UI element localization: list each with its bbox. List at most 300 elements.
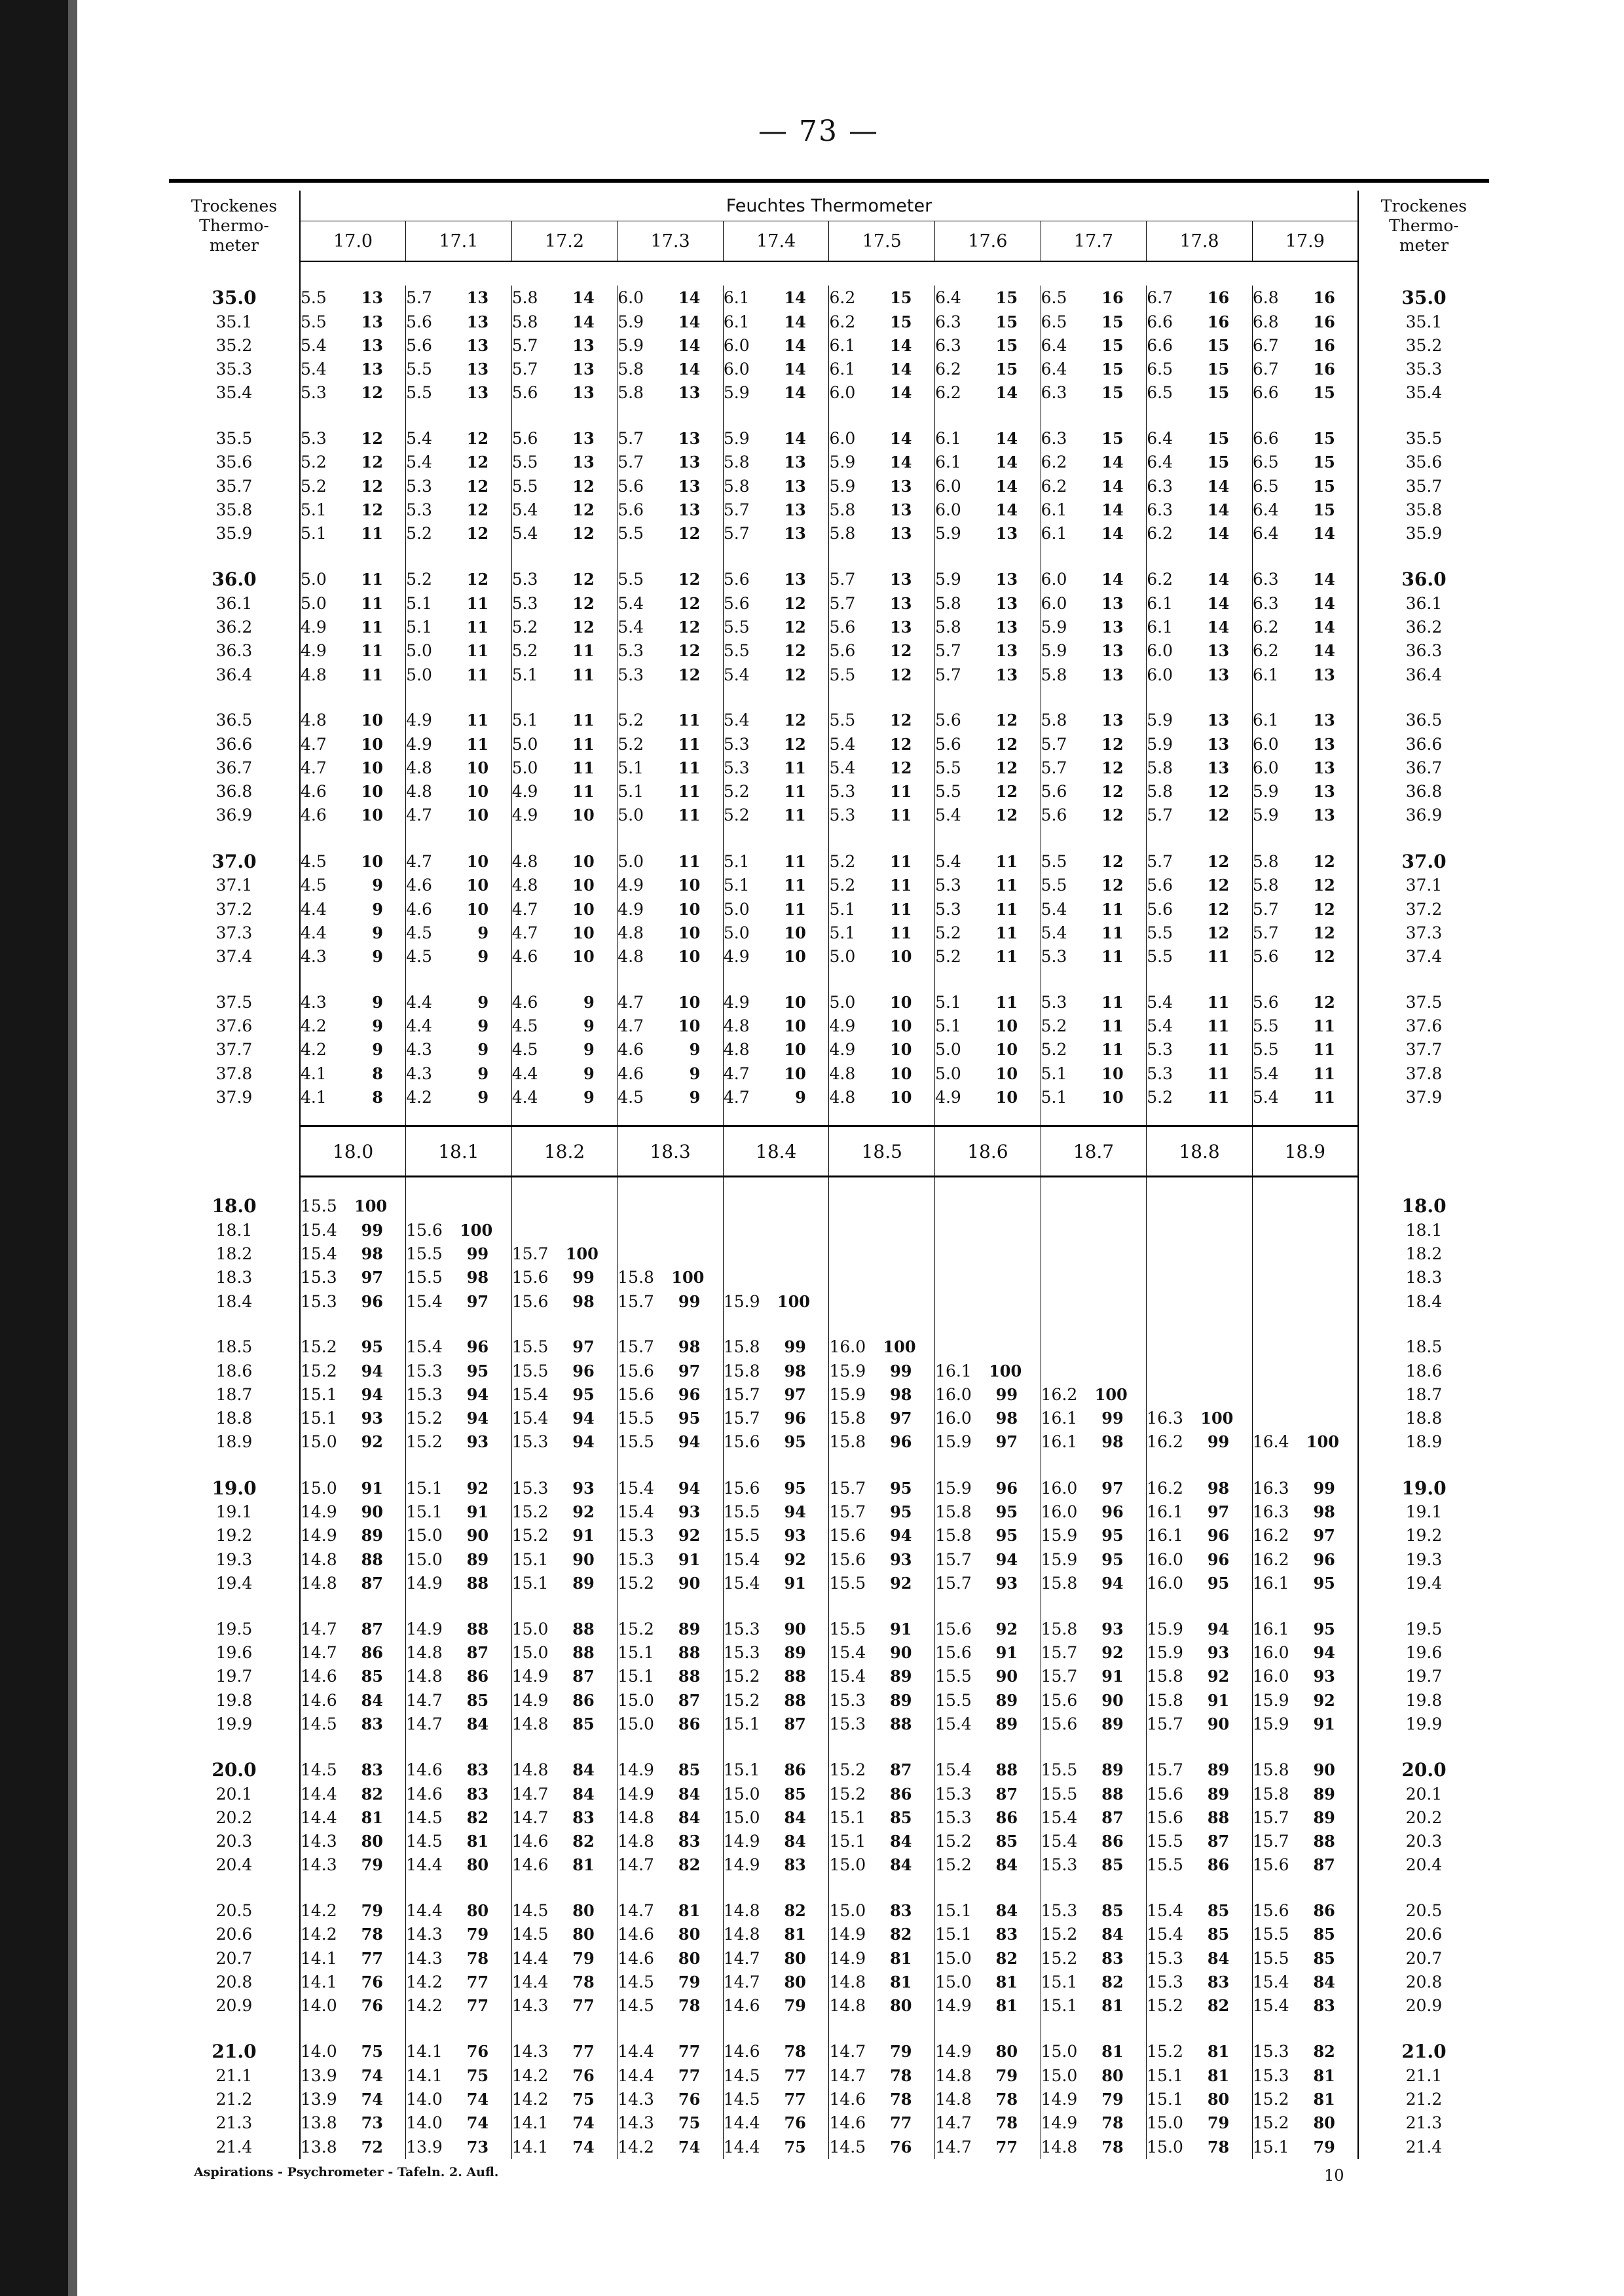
relative-humidity-value: 9 — [689, 1040, 701, 1060]
spacer-cell — [1041, 969, 1147, 991]
relative-humidity-value: 88 — [1313, 1832, 1335, 1851]
table-cell — [1147, 1218, 1253, 1242]
relative-humidity-value: 11 — [890, 851, 912, 871]
relative-humidity-value: 90 — [890, 1643, 912, 1663]
spacer-cell — [1041, 1877, 1147, 1899]
relative-humidity-value: 13 — [572, 360, 595, 379]
table-cell — [406, 616, 512, 639]
vapor-pressure-value: 5.0 — [406, 665, 432, 684]
vapor-pressure-value: 15.5 — [1252, 1948, 1289, 1968]
vapor-pressure-value: 14.7 — [723, 1972, 760, 1991]
table-cell — [406, 756, 512, 779]
vapor-pressure-value: 15.3 — [618, 1526, 654, 1546]
dry-temp-label-right: 37.2 — [1358, 897, 1489, 921]
table-cell — [300, 874, 406, 897]
vapor-pressure-value: 5.2 — [301, 476, 327, 496]
table-cell — [1147, 1038, 1253, 1062]
relative-humidity-value: 93 — [1207, 1643, 1230, 1663]
dry-temp-label-right: 18.6 — [1358, 1359, 1489, 1382]
relative-humidity-value: 88 — [1207, 1807, 1230, 1827]
table-cell — [1041, 522, 1147, 546]
table-cell — [1147, 1758, 1253, 1782]
table-cell — [1147, 732, 1253, 756]
relative-humidity-value: 97 — [466, 1291, 489, 1311]
table-cell — [1147, 639, 1253, 663]
table-cell — [935, 1571, 1041, 1595]
relative-humidity-value: 87 — [361, 1619, 383, 1639]
dry-temp-label-left: 35.4 — [169, 381, 300, 405]
table-cell — [618, 1242, 724, 1265]
table-cell — [511, 990, 618, 1014]
table-row — [169, 1407, 1489, 1430]
relative-humidity-value: 11 — [784, 782, 806, 802]
vapor-pressure-value: 14.7 — [935, 2138, 972, 2157]
table-cell — [406, 451, 512, 474]
vapor-pressure-value: 15.2 — [406, 1432, 443, 1452]
vapor-pressure-value: 5.8 — [511, 287, 538, 307]
table-row — [169, 522, 1489, 546]
table-cell — [618, 1993, 724, 2017]
vapor-pressure-value: 14.2 — [618, 2138, 654, 2157]
relative-humidity-value: 98 — [995, 1409, 1018, 1428]
relative-humidity-value: 98 — [361, 1244, 383, 1264]
relative-humidity-value: 89 — [995, 1714, 1018, 1733]
table-cell — [829, 663, 935, 686]
relative-humidity-value: 10 — [678, 992, 701, 1012]
table-cell — [300, 1970, 406, 1993]
vapor-pressure-value: 4.6 — [301, 805, 327, 825]
table-cell — [406, 310, 512, 333]
relative-humidity-value: 92 — [361, 1432, 383, 1452]
vapor-pressure-value: 6.5 — [1041, 312, 1067, 331]
spacer-cell — [723, 1109, 829, 1126]
table-cell — [1147, 1829, 1253, 1853]
vapor-pressure-value: 15.6 — [1041, 1690, 1078, 1710]
relative-humidity-value: 81 — [1101, 1996, 1124, 2016]
relative-humidity-value: 9 — [372, 1040, 383, 1060]
spacer-cell — [169, 827, 300, 849]
vapor-pressure-value: 5.1 — [511, 665, 538, 684]
spacer-cell — [935, 686, 1041, 709]
relative-humidity-value: 9 — [583, 1064, 595, 1083]
table-cell — [1252, 1289, 1358, 1313]
relative-humidity-value: 85 — [1101, 1855, 1124, 1875]
relative-humidity-value: 80 — [678, 1948, 701, 1968]
vapor-pressure-value: 14.4 — [301, 1807, 337, 1827]
vapor-pressure-value: 5.4 — [723, 665, 750, 684]
vapor-pressure-value: 5.0 — [301, 593, 327, 613]
vapor-pressure-value: 4.8 — [511, 876, 538, 895]
relative-humidity-value: 14 — [1101, 500, 1124, 519]
dry-temp-label-left: 37.1 — [169, 874, 300, 897]
relative-humidity-value: 13 — [678, 429, 701, 449]
relative-humidity-value: 12 — [995, 734, 1018, 754]
vapor-pressure-value: 15.4 — [1252, 1972, 1289, 1991]
vapor-pressure-value: 16.0 — [1147, 1549, 1183, 1569]
dry-temp-label-left: 20.5 — [169, 1898, 300, 1922]
relative-humidity-value: 95 — [361, 1337, 383, 1357]
table-cell — [1252, 591, 1358, 615]
spacer-cell — [1041, 1313, 1147, 1335]
spacer-cell — [1252, 1313, 1358, 1335]
relative-humidity-value: 90 — [995, 1667, 1018, 1686]
vapor-pressure-value: 14.9 — [301, 1526, 337, 1546]
vapor-pressure-value: 5.3 — [301, 383, 327, 403]
relative-humidity-value: 11 — [995, 947, 1018, 966]
table-cell — [723, 897, 829, 921]
relative-humidity-value: 94 — [572, 1432, 595, 1452]
spacer-cell — [618, 546, 724, 568]
relative-humidity-value: 12 — [784, 618, 806, 637]
relative-humidity-value: 11 — [890, 876, 912, 895]
relative-humidity-value: 98 — [678, 1337, 701, 1357]
table-cell — [829, 1500, 935, 1524]
vapor-pressure-value: 14.7 — [511, 1784, 549, 1804]
relative-humidity-value: 89 — [678, 1619, 701, 1639]
table-cell — [723, 1665, 829, 1688]
vapor-pressure-value: 4.4 — [511, 1087, 538, 1107]
table-cell — [935, 1946, 1041, 1970]
vapor-pressure-value: 14.1 — [406, 2042, 443, 2062]
table-cell — [1041, 2088, 1147, 2111]
relative-humidity-value: 93 — [995, 1573, 1018, 1593]
table-cell — [1252, 2088, 1358, 2111]
vapor-pressure-value: 5.4 — [935, 805, 961, 825]
dry-temp-label-right: 18.5 — [1358, 1335, 1489, 1359]
spacer-cell — [618, 969, 724, 991]
table-cell — [300, 616, 406, 639]
relative-humidity-value: 14 — [890, 429, 912, 449]
relative-humidity-value: 88 — [678, 1643, 701, 1663]
spacer-cell — [1358, 1109, 1489, 1126]
table-cell — [618, 1617, 724, 1640]
relative-humidity-value: 11 — [1101, 1016, 1124, 1036]
table-cell — [406, 1758, 512, 1782]
table-row — [169, 1266, 1489, 1289]
relative-humidity-value: 91 — [784, 1573, 806, 1593]
vapor-pressure-value: 6.1 — [723, 287, 750, 307]
relative-humidity-value: 12 — [1101, 758, 1124, 777]
table-cell — [1252, 1665, 1358, 1688]
table-cell — [935, 1359, 1041, 1382]
relative-humidity-value: 13 — [1101, 593, 1124, 613]
relative-humidity-value: 15 — [1101, 360, 1124, 379]
table-cell — [935, 427, 1041, 451]
relative-humidity-value: 96 — [466, 1337, 489, 1357]
vapor-pressure-value: 15.0 — [829, 1901, 866, 1921]
relative-humidity-value: 14 — [784, 287, 806, 307]
table-cell — [300, 591, 406, 615]
vapor-pressure-value: 14.5 — [406, 1832, 443, 1851]
table-cell — [829, 1085, 935, 1109]
vapor-pressure-value: 14.6 — [829, 2113, 866, 2133]
table-cell — [511, 874, 618, 897]
relative-humidity-value: 12 — [361, 383, 383, 403]
relative-humidity-value: 10 — [361, 805, 383, 825]
relative-humidity-value: 12 — [1101, 805, 1124, 825]
vapor-pressure-value: 6.0 — [1041, 593, 1067, 613]
dry-temp-label-right: 37.4 — [1358, 944, 1489, 968]
vapor-pressure-value: 4.5 — [406, 947, 432, 966]
vapor-pressure-value: 14.9 — [1041, 2113, 1078, 2133]
spacer-cell — [1358, 546, 1489, 568]
table-cell — [829, 1430, 935, 1454]
table-cell — [723, 1218, 829, 1242]
table-cell — [829, 1688, 935, 1712]
relative-humidity-value: 89 — [784, 1643, 806, 1663]
table-cell — [511, 2088, 618, 2111]
vapor-pressure-value: 5.9 — [829, 476, 856, 496]
table-cell — [511, 1571, 618, 1595]
relative-humidity-value: 98 — [784, 1361, 806, 1380]
column-header: 17.4 — [723, 221, 829, 262]
table-cell — [406, 732, 512, 756]
dry-temp-label-left: 21.0 — [169, 2039, 300, 2064]
vapor-pressure-value: 15.1 — [618, 1643, 654, 1663]
vapor-pressure-value: 5.1 — [301, 524, 327, 544]
relative-humidity-value: 98 — [1207, 1478, 1230, 1498]
table-cell — [723, 1062, 829, 1085]
table-cell — [935, 333, 1041, 357]
vapor-pressure-value: 14.3 — [618, 2090, 654, 2109]
table-cell — [723, 1898, 829, 1922]
relative-humidity-value: 13 — [1207, 711, 1230, 730]
vapor-pressure-value: 5.3 — [723, 758, 750, 777]
relative-humidity-value: 86 — [678, 1714, 701, 1733]
table-cell — [406, 1242, 512, 1265]
table-cell — [618, 944, 724, 968]
vapor-pressure-value: 16.0 — [1252, 1643, 1289, 1663]
spacer-cell — [1041, 827, 1147, 849]
table-cell — [829, 1853, 935, 1877]
table-cell — [829, 639, 935, 663]
table-cell — [1147, 1335, 1253, 1359]
vapor-pressure-value: 5.5 — [829, 665, 856, 684]
vapor-pressure-value: 4.7 — [406, 851, 432, 871]
vapor-pressure-value: 13.8 — [301, 2138, 337, 2157]
spacer-cell — [1147, 1109, 1253, 1126]
relative-humidity-value: 96 — [1207, 1526, 1230, 1546]
table-cell — [300, 567, 406, 591]
spacer-cell — [511, 686, 618, 709]
table-cell — [511, 522, 618, 546]
table-cell — [1041, 1266, 1147, 1289]
vapor-pressure-value: 15.5 — [618, 1409, 654, 1428]
spacer-cell — [406, 2018, 512, 2040]
table-cell — [511, 897, 618, 921]
relative-humidity-value: 84 — [361, 1690, 383, 1710]
dry-temp-label-left: 19.5 — [169, 1617, 300, 1640]
table-cell — [511, 2039, 618, 2064]
relative-humidity-value: 15 — [995, 312, 1018, 331]
dry-temp-label-right: 37.1 — [1358, 874, 1489, 897]
relative-humidity-value: 82 — [995, 1948, 1018, 1968]
relative-humidity-value: 14 — [1101, 570, 1124, 589]
vapor-pressure-value: 5.7 — [511, 335, 538, 355]
spacer-cell — [1041, 1177, 1147, 1194]
relative-humidity-value: 83 — [1101, 1948, 1124, 1968]
table-cell — [829, 1946, 935, 1970]
vapor-pressure-value: 14.1 — [406, 2065, 443, 2085]
table-cell — [1252, 1335, 1358, 1359]
vapor-pressure-value: 14.6 — [618, 1948, 654, 1968]
vapor-pressure-value: 5.5 — [406, 383, 432, 403]
vapor-pressure-value: 16.2 — [1252, 1549, 1289, 1569]
vapor-pressure-value: 15.9 — [1252, 1690, 1289, 1710]
dry-temp-label-right: 35.8 — [1358, 498, 1489, 521]
relative-humidity-value: 94 — [572, 1409, 595, 1428]
relative-humidity-value: 92 — [1313, 1690, 1335, 1710]
table-row — [169, 310, 1489, 333]
relative-humidity-value: 87 — [361, 1573, 383, 1593]
vapor-pressure-value: 15.3 — [1041, 1855, 1078, 1875]
vapor-pressure-value: 15.6 — [1252, 1855, 1289, 1875]
relative-humidity-value: 12 — [1207, 876, 1230, 895]
vapor-pressure-value: 14.0 — [406, 2113, 443, 2133]
vapor-pressure-value: 16.0 — [829, 1337, 866, 1357]
table-cell — [723, 1571, 829, 1595]
table-row — [169, 1923, 1489, 1946]
relative-humidity-value: 77 — [678, 2065, 701, 2085]
relative-humidity-value: 73 — [361, 2113, 383, 2133]
relative-humidity-value: 99 — [1101, 1409, 1124, 1428]
vapor-pressure-value: 14.0 — [301, 1996, 337, 2016]
table-cell — [1041, 1382, 1147, 1406]
vapor-pressure-value: 15.9 — [1041, 1549, 1078, 1569]
table-cell — [618, 804, 724, 827]
vapor-pressure-value: 15.3 — [1147, 1972, 1183, 1991]
vapor-pressure-value: 6.5 — [1147, 360, 1173, 379]
dry-temp-label-left: 35.3 — [169, 357, 300, 380]
relative-humidity-value: 78 — [1101, 2138, 1124, 2157]
vapor-pressure-value: 15.0 — [935, 1972, 972, 1991]
table-cell — [511, 1289, 618, 1313]
vapor-pressure-value: 4.9 — [406, 711, 432, 730]
table-cell — [618, 1289, 724, 1313]
relative-humidity-value: 86 — [995, 1807, 1018, 1827]
vapor-pressure-value: 5.6 — [511, 383, 538, 403]
vapor-pressure-value: 15.5 — [511, 1361, 549, 1380]
table-cell — [1041, 1571, 1147, 1595]
column-header: 18.4 — [723, 1126, 829, 1177]
vapor-pressure-value: 5.9 — [723, 429, 750, 449]
table-cell — [406, 1712, 512, 1735]
relative-humidity-value: 13 — [466, 312, 489, 331]
relative-humidity-value: 13 — [784, 476, 806, 496]
table-cell — [1252, 567, 1358, 591]
spacer-cell — [169, 546, 300, 568]
table-cell — [1252, 1805, 1358, 1829]
vapor-pressure-value: 15.8 — [935, 1502, 972, 1522]
relative-humidity-value: 9 — [477, 1040, 489, 1060]
relative-humidity-value: 15 — [1207, 453, 1230, 472]
spacer-cell — [618, 827, 724, 849]
table-row — [169, 921, 1489, 944]
relative-humidity-value: 83 — [361, 1760, 383, 1779]
relative-humidity-value: 11 — [466, 665, 489, 684]
relative-humidity-value: 11 — [995, 923, 1018, 942]
relative-humidity-value: 12 — [995, 758, 1018, 777]
relative-humidity-value: 94 — [890, 1526, 912, 1546]
table-cell — [723, 1407, 829, 1430]
table-cell — [723, 333, 829, 357]
table-cell — [935, 921, 1041, 944]
table-cell — [511, 1335, 618, 1359]
vapor-pressure-value: 5.8 — [935, 593, 961, 613]
vapor-pressure-value: 14.5 — [829, 2138, 866, 2157]
table-cell — [300, 1665, 406, 1688]
table-cell — [829, 1547, 935, 1571]
table-cell — [406, 1946, 512, 1970]
vapor-pressure-value: 4.5 — [618, 1087, 644, 1107]
table-cell — [723, 1500, 829, 1524]
spacer-cell — [511, 546, 618, 568]
vapor-pressure-value: 15.7 — [618, 1337, 654, 1357]
table-cell — [406, 1640, 512, 1664]
dry-temp-label-right: 21.2 — [1358, 2088, 1489, 2111]
relative-humidity-value: 15 — [1313, 453, 1335, 472]
relative-humidity-value: 12 — [466, 429, 489, 449]
vapor-pressure-value: 16.2 — [1147, 1432, 1183, 1452]
table-cell — [935, 1829, 1041, 1853]
vapor-pressure-value: 4.5 — [301, 876, 327, 895]
relative-humidity-value: 83 — [466, 1784, 489, 1804]
relative-humidity-value: 11 — [361, 618, 383, 637]
spacer-cell — [1041, 1454, 1147, 1476]
relative-humidity-value: 100 — [1094, 1384, 1128, 1404]
vapor-pressure-value: 15.2 — [935, 1855, 972, 1875]
vapor-pressure-value: 6.0 — [1252, 734, 1279, 754]
relative-humidity-value: 92 — [890, 1573, 912, 1593]
vapor-pressure-value: 14.8 — [301, 1549, 337, 1569]
vapor-pressure-value: 5.2 — [1041, 1016, 1067, 1036]
table-cell — [1147, 1805, 1253, 1829]
table-cell — [406, 1359, 512, 1382]
relative-humidity-value: 9 — [477, 947, 489, 966]
vapor-pressure-value: 14.6 — [829, 2090, 866, 2109]
table-cell — [829, 1712, 935, 1735]
table-row — [169, 451, 1489, 474]
table-cell — [1041, 2111, 1147, 2135]
relative-humidity-value: 100 — [460, 1220, 493, 1240]
table-cell — [829, 874, 935, 897]
vapor-pressure-value: 6.7 — [1252, 335, 1279, 355]
vapor-pressure-value: 6.2 — [1041, 476, 1067, 496]
table-cell — [406, 286, 512, 310]
table-cell — [1147, 2088, 1253, 2111]
relative-humidity-value: 85 — [1207, 1925, 1230, 1944]
table-cell — [723, 2088, 829, 2111]
dry-temp-label-left: 20.8 — [169, 1970, 300, 1993]
vapor-pressure-value: 4.6 — [511, 992, 538, 1012]
table-cell — [935, 1758, 1041, 1782]
footer-signature-number: 10 — [1324, 2166, 1344, 2185]
table-cell — [829, 1242, 935, 1265]
table-row — [169, 1289, 1489, 1313]
table-cell — [1041, 333, 1147, 357]
table-cell — [723, 780, 829, 804]
table-cell — [723, 709, 829, 732]
vapor-pressure-value: 15.4 — [829, 1643, 866, 1663]
relative-humidity-value: 10 — [678, 947, 701, 966]
vapor-pressure-value: 5.9 — [1041, 641, 1067, 661]
relative-humidity-value: 12 — [784, 593, 806, 613]
relative-humidity-value: 11 — [572, 758, 595, 777]
vapor-pressure-value: 4.1 — [301, 1064, 327, 1083]
vapor-pressure-value: 15.6 — [723, 1432, 760, 1452]
table-row — [169, 1038, 1489, 1062]
relative-humidity-value: 10 — [995, 1040, 1018, 1060]
